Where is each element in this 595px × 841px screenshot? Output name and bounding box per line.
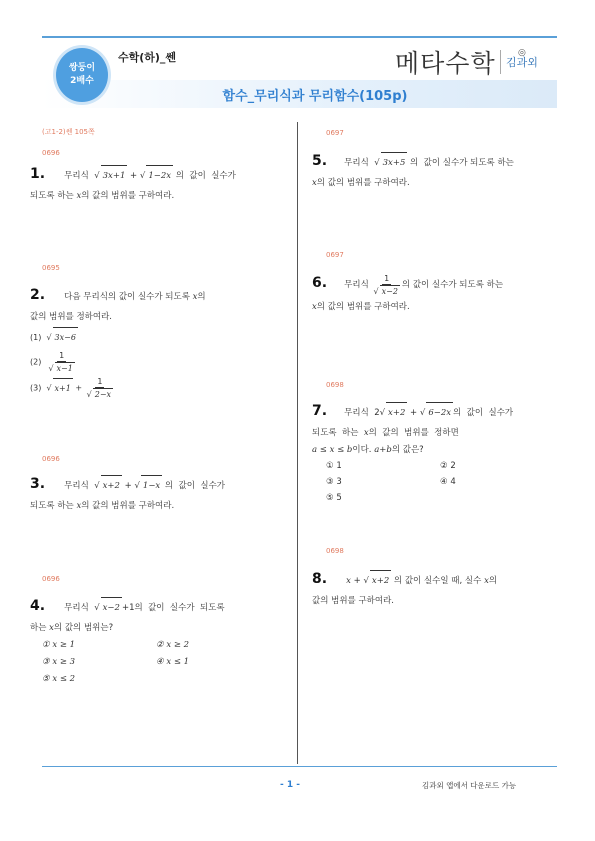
- question-text-line: 되도록 하는 x의 값의 범위를 구하여라.: [30, 191, 175, 201]
- choice-2[interactable]: ② 2: [440, 461, 456, 471]
- question-text-line: 하는 x의 값의 범위는?: [30, 623, 114, 633]
- source-note: (고1-2)쎈 105쪽: [42, 128, 95, 136]
- question-7: [312, 400, 557, 511]
- question-6: [312, 272, 557, 317]
- choice-4[interactable]: ④ 4: [440, 477, 456, 487]
- choice-4[interactable]: ④ x ≤ 1: [156, 657, 190, 667]
- question-number: 3.: [30, 476, 46, 492]
- logo-mark-icon: ◎: [518, 48, 526, 58]
- question-number: 7.: [312, 403, 328, 419]
- question-ref: 0695: [42, 264, 60, 272]
- question-3: [30, 473, 275, 516]
- question-number: 6.: [312, 275, 328, 291]
- badge-line2: 2배수: [70, 76, 94, 86]
- part-1: (1) √ 3x−6: [30, 327, 275, 348]
- part-3: (3) √ x+1 + $\frac{1}{√ 2-x}$: [30, 377, 112, 399]
- question-ref: 0696: [42, 455, 60, 463]
- question-ref: 0696: [42, 149, 60, 157]
- question-text: 무리식 √ 3x+5 의 값이 실수가 되도록 하는: [344, 158, 514, 168]
- question-text: 무리식 $\frac{1}{√ x-2}$ 의 값이 실수가 되도록 하는: [344, 273, 504, 296]
- kim-logo: [506, 48, 538, 68]
- choice-5[interactable]: ⑤ x ≤ 2: [42, 674, 76, 684]
- brand-logo: 메타수학: [395, 49, 496, 78]
- choice-2[interactable]: ② x ≥ 2: [156, 640, 190, 650]
- page-title: 함수_무리식과 무리함수(105p): [222, 89, 408, 104]
- choice-list: [30, 638, 275, 692]
- question-text: 무리식 2√ x+2 + √ 6−2x 의 값이 실수가: [344, 408, 513, 418]
- question-ref: 0698: [326, 547, 344, 555]
- question-ref: 0696: [42, 575, 60, 583]
- question-text: 다음 무리식의 값이 실수가 되도록 x의: [64, 292, 206, 302]
- choice-5[interactable]: ⑤ 5: [326, 493, 342, 503]
- question-text-line: 되도록 하는 x의 값의 범위를 구하여라.: [30, 501, 175, 511]
- part-2: (2) $\frac{1}{√ x-1}$: [30, 351, 73, 373]
- question-text-line: x의 값의 범위를 구하여라.: [312, 301, 410, 312]
- footer-rule: [42, 766, 557, 767]
- choice-3[interactable]: ③ x ≥ 3: [42, 657, 76, 667]
- choice-list: [312, 457, 557, 511]
- page-number: - 1 -: [280, 780, 300, 790]
- question-4: [30, 595, 275, 692]
- badge: [56, 48, 108, 102]
- header-rule: [42, 36, 557, 38]
- question-text-line: x의 값의 범위를 구하여라.: [312, 178, 410, 188]
- question-number: 8.: [312, 571, 328, 587]
- kim-logo-text: 김과외: [506, 56, 538, 69]
- question-text-line: a ≤ x ≤ b이다. a+b의 값은?: [312, 445, 424, 455]
- question-text: 무리식 √ x−2 +1의 값이 실수가 되도록: [64, 603, 224, 613]
- question-text-line: 되도록 하는 x의 값의 범위를 정하면: [312, 428, 459, 438]
- choice-3[interactable]: ③ 3: [326, 477, 342, 487]
- choice-1[interactable]: ① x ≥ 1: [42, 640, 76, 650]
- question-number: 2.: [30, 287, 46, 303]
- question-1: [30, 163, 275, 206]
- question-8: [312, 568, 557, 611]
- course-label: 수학(하)_쎈: [118, 51, 177, 64]
- question-text-line: 값의 범위를 정하여라.: [30, 312, 113, 322]
- question-ref: 0697: [326, 251, 344, 259]
- question-2: [30, 284, 275, 400]
- question-ref: 0697: [326, 129, 344, 137]
- question-number: 1.: [30, 166, 46, 182]
- question-5: [312, 150, 557, 193]
- question-number: 4.: [30, 598, 46, 614]
- question-number: 5.: [312, 153, 328, 169]
- question-text: 무리식 √ x+2 + √ 1−x 의 값이 실수가: [64, 481, 225, 491]
- question-text: x + √ x+2 의 값이 실수일 때, 실수 x의: [346, 576, 497, 586]
- question-text: 무리식 √ 3x+1 + √ 1−2x 의 값이 실수가: [64, 171, 236, 181]
- footer-note: 김과외 앱에서 다운로드 가능: [422, 781, 517, 790]
- question-text-line: 값의 범위를 구하여라.: [312, 596, 395, 606]
- badge-line1: 쌍둥이: [68, 63, 96, 73]
- question-ref: 0698: [326, 381, 344, 389]
- choice-1[interactable]: ① 1: [326, 461, 342, 471]
- column-divider: [297, 122, 298, 764]
- brand-divider: [500, 50, 501, 74]
